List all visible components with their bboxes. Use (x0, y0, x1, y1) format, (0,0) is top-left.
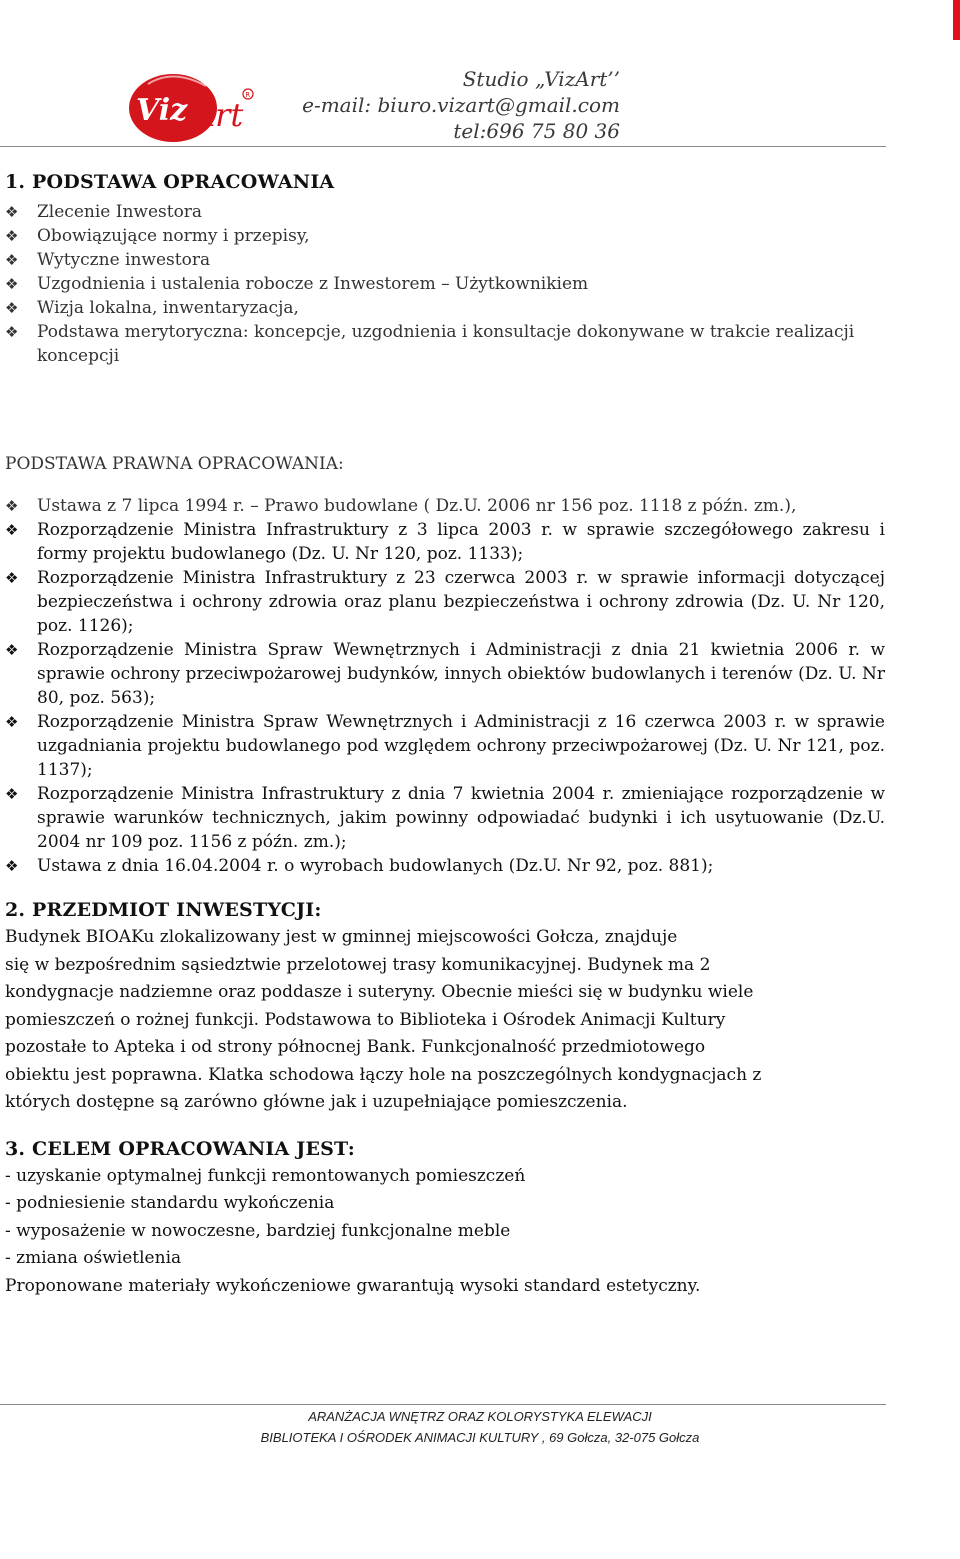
closing-sentence: Proponowane materiały wykończeniowe gwarantują wysoki standard estetyczny. (5, 1275, 701, 1296)
list-item: - wyposażenie w nowoczesne, bardziej funkcjonalne meble (5, 1220, 511, 1241)
edge-accent-bar (953, 0, 960, 40)
list-item: ❖ Rozporządzenie Ministra Spraw Wewnętrznych i Administracji z 16 czerwca 2003 r. w sprawie uzgadniania projektu budowlanego pod względem ochrony przeciwpożarowej (Dz. U. Nr 121, poz. 1137); (5, 712, 885, 780)
paragraph-line: których dostępne są zarówno główne jak i uzupełniające pomieszczenia. (5, 1092, 628, 1112)
legal-list (5, 494, 885, 878)
diamond-bullet-icon: ❖ (5, 497, 19, 515)
paragraph-line: Budynek BIOAKu zlokalizowany jest w gminnej miejscowości Gołcza, znajduje (5, 927, 678, 947)
list-item: - podniesienie standardu wykończenia (5, 1193, 335, 1213)
diamond-bullet-icon: ❖ (5, 641, 19, 659)
list-item: ❖ Wytyczne inwestora (5, 250, 211, 270)
list-item: ❖ Uzgodnienia i ustalenia robocze z Inwestorem – Użytkownikiem (5, 274, 589, 294)
section3-list (5, 1163, 885, 1301)
list-item: ❖ Ustawa z 7 lipca 1994 r. – Prawo budowlane ( Dz.U. 2006 nr 156 poz. 1118 z późn. zm.), (5, 496, 797, 516)
studio-email[interactable]: e-mail: biuro.vizart@gmail.com (302, 93, 620, 117)
diamond-bullet-icon: ❖ (5, 713, 19, 731)
diamond-bullet-icon: ❖ (5, 857, 19, 875)
paragraph-line: pomieszczeń o rożnej funkcji. Podstawowa to Biblioteka i Ośrodek Animacji Kultury (5, 1009, 726, 1030)
diamond-bullet-icon: ❖ (5, 251, 19, 269)
diamond-bullet-icon: ❖ (5, 785, 19, 803)
footer-line-2: BIBLIOTEKA I OŚRODEK ANIMACJI KULTURY , 69 Gołcza, 32-075 Gołcza (260, 1430, 700, 1445)
diamond-bullet-icon: ❖ (5, 227, 19, 245)
list-item: ❖ Rozporządzenie Ministra Infrastruktury z 23 czerwca 2003 r. w sprawie informacji dotyczącej bezpieczeństwa i ochrony zdrowia oraz planu bezpieczeństwa i ochrony zdrowia (Dz. U. Nr 120, poz. 1126); (5, 568, 885, 636)
legal-title: PODSTAWA PRAWNA OPRACOWANIA: (5, 454, 344, 474)
diamond-bullet-icon: ❖ (5, 299, 19, 317)
list-item: ❖ Rozporządzenie Ministra Infrastruktury z 3 lipca 2003 r. w sprawie szczegółowego zakresu i formy projektu budowlanego (Dz. U. Nr 120, poz. 1133); (5, 520, 885, 564)
section1-list (5, 200, 885, 368)
list-item: ❖ Rozporządzenie Ministra Infrastruktury z dnia 7 kwietnia 2004 r. zmieniające rozporządzenie w sprawie warunków technicznych, jakim powinny odpowiadać budynki i ich usytuowanie (Dz.U. 2004 nr 109 poz. 1156 z późn. zm.); (5, 784, 885, 852)
paragraph-line: kondygnacje nadziemne oraz poddasze i suteryny. Obecnie mieści się w budynku wiele (5, 982, 754, 1002)
footer-divider (0, 1404, 886, 1405)
list-item: ❖ Obowiązujące normy i przepisy, (5, 226, 310, 246)
footer-line-1: ARANŻACJA WNĘTRZ ORAZ KOLORYSTYKA ELEWACJI (308, 1409, 652, 1424)
vizart-logo (128, 70, 260, 148)
svg-text:R: R (245, 91, 251, 99)
studio-contact (280, 66, 620, 144)
footer (0, 1408, 960, 1447)
list-item: ❖ Podstawa merytoryczna: koncepcje, uzgodnienia i konsultacje dokonywane w trakcie realizacji koncepcji (5, 322, 855, 366)
header-divider (0, 146, 886, 147)
section1-title: 1. PODSTAWA OPRACOWANIA (5, 171, 335, 193)
studio-name: Studio „VizArt’’ (462, 67, 620, 91)
list-item: ❖ Zlecenie Inwestora (5, 202, 203, 222)
svg-text:Viz: Viz (136, 93, 188, 128)
paragraph-line: pozostałe to Apteka i od strony północnej Bank. Funkcjonalność przedmiotowego (5, 1037, 706, 1057)
list-item: - uzyskanie optymalnej funkcji remontowanych pomieszczeń (5, 1165, 526, 1186)
list-item: - zmiana oświetlenia (5, 1248, 182, 1268)
section2-title: 2. PRZEDMIOT INWESTYCJI: (5, 899, 322, 921)
diamond-bullet-icon: ❖ (5, 521, 19, 539)
section2-paragraph (5, 924, 885, 1117)
diamond-bullet-icon: ❖ (5, 569, 19, 587)
svg-text:Art: Art (192, 96, 244, 134)
list-item: ❖ Rozporządzenie Ministra Spraw Wewnętrznych i Administracji z dnia 21 kwietnia 2006 r. w sprawie ochrony przeciwpożarowej budynków, innych obiektów budowlanych i terenów (Dz. U. Nr 80, poz. 563); (5, 640, 885, 708)
paragraph-line: obiektu jest poprawna. Klatka schodowa łączy hole na poszczególnych kondygnacjach z (5, 1064, 762, 1085)
diamond-bullet-icon: ❖ (5, 203, 19, 221)
paragraph-line: się w bezpośrednim sąsiedztwie przelotowej trasy komunikacyjnej. Budynek ma 2 (5, 954, 711, 975)
diamond-bullet-icon: ❖ (5, 323, 19, 341)
studio-phone: tel:696 75 80 36 (453, 119, 620, 143)
list-item: ❖ Ustawa z dnia 16.04.2004 r. o wyrobach budowlanych (Dz.U. Nr 92, poz. 881); (5, 856, 714, 876)
section3-title: 3. CELEM OPRACOWANIA JEST: (5, 1137, 355, 1160)
diamond-bullet-icon: ❖ (5, 275, 19, 293)
document-body (5, 170, 885, 1300)
list-item: ❖ Wizja lokalna, inwentaryzacja, (5, 298, 299, 318)
